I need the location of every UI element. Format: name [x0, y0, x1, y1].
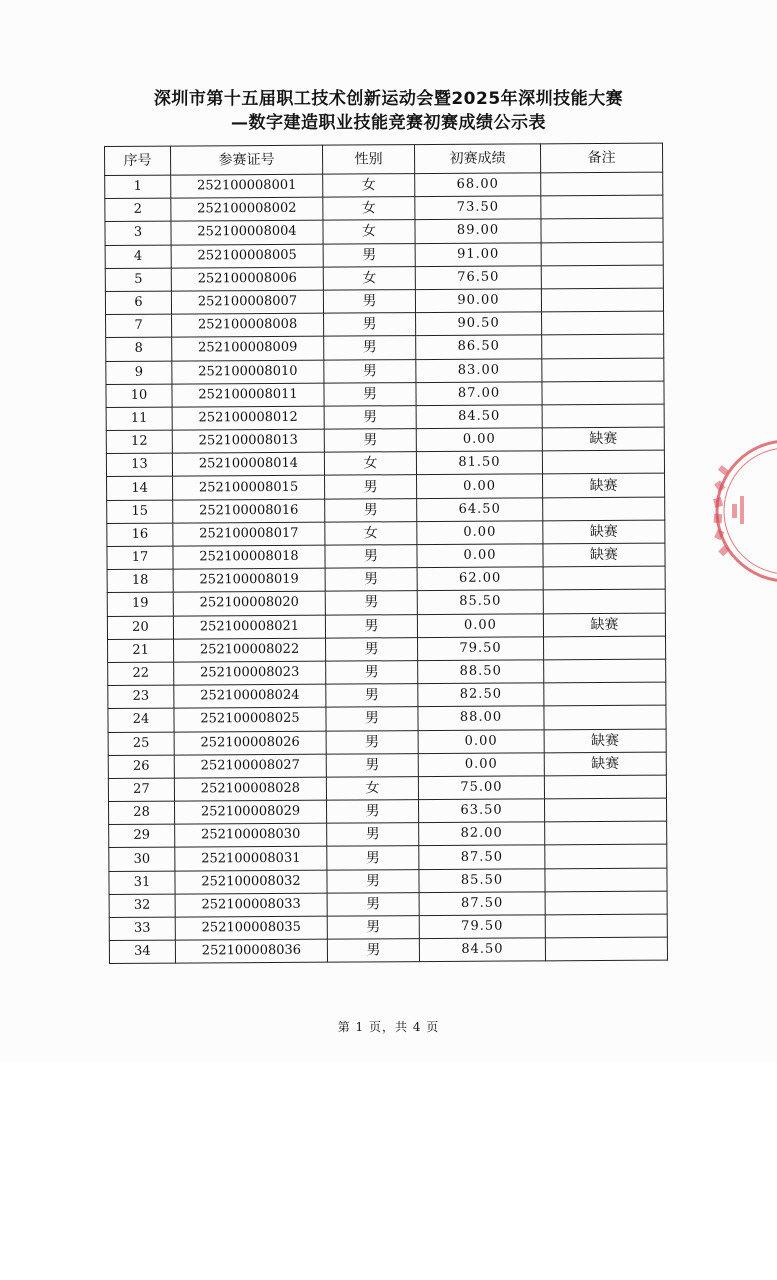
cell-serial: 14 [107, 477, 173, 501]
cell-serial: 10 [106, 384, 172, 408]
cell-entry-id: 252100008025 [174, 707, 326, 731]
cell-entry-id: 252100008027 [174, 754, 326, 778]
cell-score: 88.50 [418, 660, 544, 684]
header-score: 初赛成绩 [414, 144, 540, 174]
cell-sex: 男 [325, 568, 417, 592]
seal-stamp-icon [712, 436, 777, 586]
table-row [106, 334, 664, 361]
cell-note [544, 705, 666, 729]
cell-sex: 女 [323, 266, 415, 290]
cell-entry-id: 252100008024 [174, 684, 326, 708]
cell-score: 63.50 [418, 799, 544, 823]
cell-note [544, 659, 666, 683]
cell-note: 缺赛 [544, 729, 666, 753]
table-row [107, 613, 665, 640]
cell-note [544, 682, 666, 706]
table-row [108, 682, 666, 709]
cell-serial: 7 [106, 314, 172, 338]
table-row [107, 589, 665, 616]
cell-score: 91.00 [415, 242, 541, 266]
table-row [109, 937, 667, 964]
cell-sex: 女 [323, 220, 415, 244]
cell-note [543, 566, 665, 590]
cell-sex: 女 [323, 197, 415, 221]
cell-note [542, 311, 664, 335]
cell-score: 81.50 [416, 451, 542, 475]
cell-note [542, 404, 664, 428]
table-row [105, 172, 663, 199]
cell-sex: 男 [327, 800, 419, 824]
cell-serial: 5 [105, 268, 171, 292]
cell-entry-id: 252100008013 [172, 429, 324, 453]
cell-entry-id: 252100008029 [175, 800, 327, 824]
table-row [109, 821, 667, 848]
cell-sex: 女 [325, 521, 417, 545]
cell-sex: 男 [324, 313, 416, 337]
table-row [105, 195, 663, 222]
cell-sex: 男 [325, 475, 417, 499]
header-entry-id: 参赛证号 [171, 145, 323, 175]
table-row [105, 265, 663, 292]
table-row [106, 450, 664, 477]
cell-note [541, 288, 663, 312]
table-row [109, 845, 667, 872]
cell-serial: 22 [108, 662, 174, 686]
document-title-line2: —数字建造职业技能竞赛初赛成绩公示表 [231, 113, 546, 133]
cell-score: 87.50 [419, 892, 545, 916]
cell-sex: 男 [327, 869, 419, 893]
cell-entry-id: 252100008030 [175, 823, 327, 847]
cell-note [542, 450, 664, 474]
cell-entry-id: 252100008009 [172, 336, 324, 360]
cell-serial: 4 [105, 245, 171, 269]
cell-serial: 31 [109, 871, 175, 895]
cell-serial: 19 [107, 592, 173, 616]
table-row [109, 914, 667, 941]
cell-score: 0.00 [416, 428, 542, 452]
table-row [105, 242, 663, 269]
cell-entry-id: 252100008032 [175, 870, 327, 894]
cell-score: 0.00 [417, 521, 543, 545]
cell-note: 缺赛 [543, 613, 665, 637]
cell-serial: 15 [107, 500, 173, 524]
cell-score: 83.00 [416, 358, 542, 382]
header-sex: 性别 [322, 145, 414, 175]
cell-score: 79.50 [418, 637, 544, 661]
cell-note [541, 242, 663, 266]
cell-score: 76.50 [415, 266, 541, 290]
cell-serial: 13 [106, 453, 172, 477]
table-row [107, 520, 665, 547]
cell-serial: 27 [108, 778, 174, 802]
cell-score: 86.50 [416, 335, 542, 359]
cell-score: 84.50 [419, 938, 545, 962]
cell-entry-id: 252100008019 [173, 568, 325, 592]
cell-serial: 8 [106, 337, 172, 361]
cell-score: 68.00 [415, 173, 541, 197]
cell-serial: 17 [107, 546, 173, 570]
cell-note [541, 218, 663, 242]
cell-note [545, 868, 667, 892]
cell-entry-id: 252100008015 [173, 476, 325, 500]
table-row [107, 497, 665, 524]
cell-serial: 25 [108, 732, 174, 756]
cell-sex: 女 [323, 174, 415, 198]
cell-serial: 32 [109, 894, 175, 918]
cell-score: 85.50 [419, 868, 545, 892]
cell-note [545, 937, 667, 961]
header-note: 备注 [540, 143, 662, 173]
cell-sex: 男 [324, 405, 416, 429]
cell-entry-id: 252100008017 [173, 522, 325, 546]
cell-entry-id: 252100008031 [175, 847, 327, 871]
cell-sex: 男 [327, 939, 419, 963]
table-row [109, 891, 667, 918]
table-row [107, 474, 665, 501]
cell-note [541, 195, 663, 219]
cell-serial: 29 [109, 824, 175, 848]
table-body [105, 172, 668, 964]
cell-entry-id: 252100008023 [174, 661, 326, 685]
cell-serial: 33 [109, 917, 175, 941]
cell-entry-id: 252100008020 [173, 592, 325, 616]
cell-score: 85.50 [417, 590, 543, 614]
table-row [106, 311, 664, 338]
cell-score: 75.00 [418, 776, 544, 800]
cell-serial: 21 [108, 639, 174, 663]
cell-serial: 9 [106, 361, 172, 385]
cell-note [545, 821, 667, 845]
cell-sex: 女 [326, 776, 418, 800]
cell-entry-id: 252100008001 [171, 174, 323, 198]
cell-score: 62.00 [417, 567, 543, 591]
cell-serial: 11 [106, 407, 172, 431]
cell-score: 89.00 [415, 219, 541, 243]
cell-note: 缺赛 [543, 543, 665, 567]
cell-entry-id: 252100008021 [173, 615, 325, 639]
cell-note [544, 798, 666, 822]
table-row [109, 868, 667, 895]
cell-sex: 男 [325, 614, 417, 638]
cell-serial: 20 [107, 616, 173, 640]
table-row [108, 775, 666, 802]
cell-note [542, 358, 664, 382]
table-row [107, 566, 665, 593]
cell-sex: 男 [326, 707, 418, 731]
cell-entry-id: 252100008012 [172, 406, 324, 430]
cell-sex: 男 [326, 661, 418, 685]
cell-serial: 34 [109, 940, 175, 964]
cell-score: 0.00 [417, 544, 543, 568]
cell-note [542, 381, 664, 405]
cell-note [542, 334, 664, 358]
blank-area [0, 1062, 777, 1280]
table-row [105, 288, 663, 315]
cell-sex: 男 [324, 429, 416, 453]
cell-serial: 28 [109, 801, 175, 825]
cell-sex: 男 [326, 684, 418, 708]
cell-entry-id: 252100008005 [171, 244, 323, 268]
table-row [108, 659, 666, 686]
cell-entry-id: 252100008007 [171, 290, 323, 314]
cell-note [541, 172, 663, 196]
cell-serial: 3 [105, 221, 171, 245]
cell-score: 87.50 [419, 845, 545, 869]
cell-sex: 男 [325, 498, 417, 522]
cell-sex: 男 [325, 591, 417, 615]
document-title-line1: 深圳市第十五届职工技术创新运动会暨2025年深圳技能大赛 [153, 89, 624, 109]
cell-serial: 6 [105, 291, 171, 315]
header-serial: 序号 [105, 146, 171, 175]
cell-score: 0.00 [418, 729, 544, 753]
cell-serial: 2 [105, 198, 171, 222]
cell-entry-id: 252100008035 [175, 916, 327, 940]
table-row [108, 752, 666, 779]
cell-sex: 男 [323, 243, 415, 267]
cell-note: 缺赛 [543, 520, 665, 544]
cell-serial: 16 [107, 523, 173, 547]
cell-serial: 1 [105, 175, 171, 199]
cell-serial: 18 [107, 569, 173, 593]
cell-note [541, 265, 663, 289]
table-row [106, 358, 664, 385]
cell-entry-id: 252100008008 [172, 313, 324, 337]
cell-note [543, 497, 665, 521]
table-row [108, 705, 666, 732]
cell-entry-id: 252100008011 [172, 383, 324, 407]
cell-entry-id: 252100008036 [175, 939, 327, 963]
cell-sex: 男 [327, 916, 419, 940]
cell-entry-id: 252100008016 [173, 499, 325, 523]
cell-sex: 男 [324, 359, 416, 383]
cell-sex: 男 [324, 336, 416, 360]
cell-entry-id: 252100008018 [173, 545, 325, 569]
cell-score: 90.00 [415, 289, 541, 313]
cell-score: 87.00 [416, 382, 542, 406]
cell-note [544, 636, 666, 660]
cell-note [545, 914, 667, 938]
cell-score: 84.50 [416, 405, 542, 429]
cell-entry-id: 252100008026 [174, 731, 326, 755]
cell-note: 缺赛 [542, 427, 664, 451]
cell-score: 0.00 [418, 753, 544, 777]
cell-entry-id: 252100008028 [174, 777, 326, 801]
cell-score: 82.00 [419, 822, 545, 846]
table-row [108, 729, 666, 756]
cell-note: 缺赛 [544, 752, 666, 776]
cell-entry-id: 252100008002 [171, 197, 323, 221]
results-table [104, 143, 668, 965]
cell-note [544, 775, 666, 799]
cell-serial: 12 [106, 430, 172, 454]
cell-sex: 男 [327, 892, 419, 916]
cell-score: 79.50 [419, 915, 545, 939]
table-row [109, 798, 667, 825]
cell-note [545, 891, 667, 915]
cell-serial: 30 [109, 848, 175, 872]
table-row [106, 427, 664, 454]
cell-score: 82.50 [418, 683, 544, 707]
cell-entry-id: 252100008022 [174, 638, 326, 662]
cell-sex: 男 [326, 730, 418, 754]
page-footer: 第 1 页，共 4 页 [337, 1020, 440, 1034]
cell-entry-id: 252100008033 [175, 893, 327, 917]
cell-entry-id: 252100008006 [171, 267, 323, 291]
cell-sex: 男 [325, 545, 417, 569]
cell-serial: 23 [108, 685, 174, 709]
cell-score: 90.50 [416, 312, 542, 336]
cell-sex: 男 [323, 290, 415, 314]
cell-score: 0.00 [417, 613, 543, 637]
cell-serial: 26 [108, 755, 174, 779]
cell-note: 缺赛 [543, 474, 665, 498]
table-row [105, 218, 663, 245]
table-row [106, 381, 664, 408]
cell-score: 88.00 [418, 706, 544, 730]
table-row [106, 404, 664, 431]
cell-serial: 24 [108, 708, 174, 732]
cell-score: 0.00 [417, 474, 543, 498]
table-row [108, 636, 666, 663]
cell-sex: 男 [326, 637, 418, 661]
cell-note [545, 845, 667, 869]
cell-sex: 男 [327, 823, 419, 847]
cell-sex: 女 [324, 452, 416, 476]
cell-score: 64.50 [417, 497, 543, 521]
table-header-row [105, 143, 663, 175]
cell-sex: 男 [324, 382, 416, 406]
cell-score: 73.50 [415, 196, 541, 220]
cell-sex: 男 [327, 846, 419, 870]
cell-entry-id: 252100008004 [171, 221, 323, 245]
cell-sex: 男 [326, 753, 418, 777]
table-row [107, 543, 665, 570]
cell-entry-id: 252100008014 [172, 452, 324, 476]
cell-note [543, 589, 665, 613]
cell-entry-id: 252100008010 [172, 360, 324, 384]
